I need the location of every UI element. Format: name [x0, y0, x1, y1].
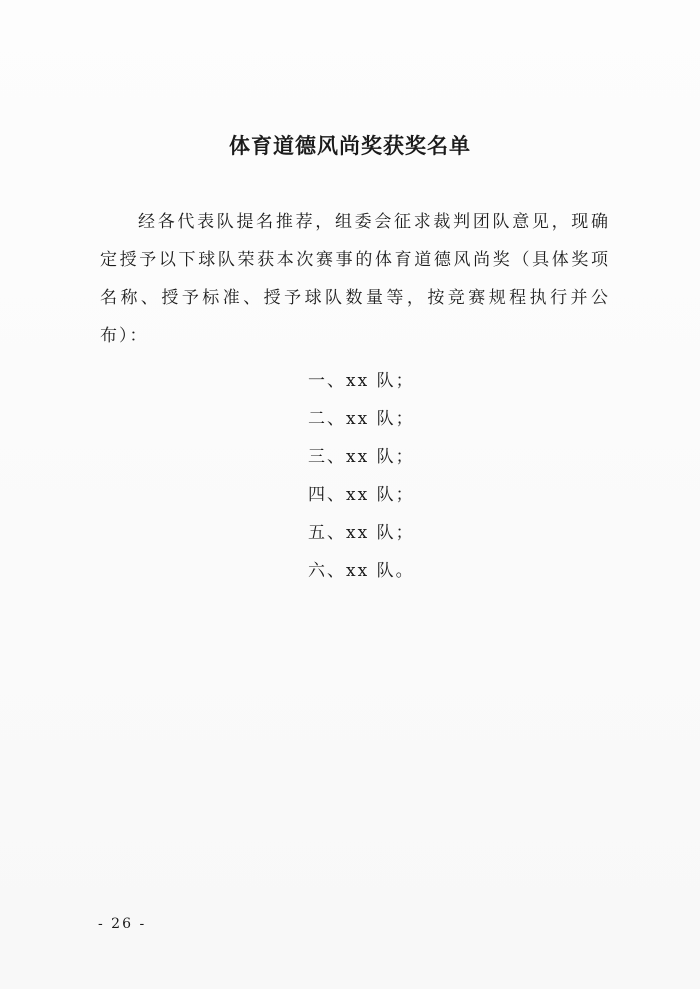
list-item: 四、xx 队； — [308, 485, 415, 505]
list-item: 三、xx 队； — [308, 447, 415, 467]
team-list — [308, 362, 415, 590]
list-item: 一、xx 队； — [308, 371, 415, 391]
body-paragraph: 经各代表队提名推荐，组委会征求裁判团队意见，现确定授予以下球队荣获本次赛事的体育道德风尚奖（具体奖项名称、授予标准、授予球队数量等，按竞赛规程执行并公布）： — [100, 212, 610, 346]
list-item: 五、xx 队； — [308, 523, 415, 543]
document-title: 体育道德风尚奖获奖名单 — [229, 133, 471, 158]
list-item: 二、xx 队； — [308, 409, 415, 429]
page-number: - 26 - — [98, 916, 147, 932]
list-item: 六、xx 队。 — [308, 561, 415, 581]
